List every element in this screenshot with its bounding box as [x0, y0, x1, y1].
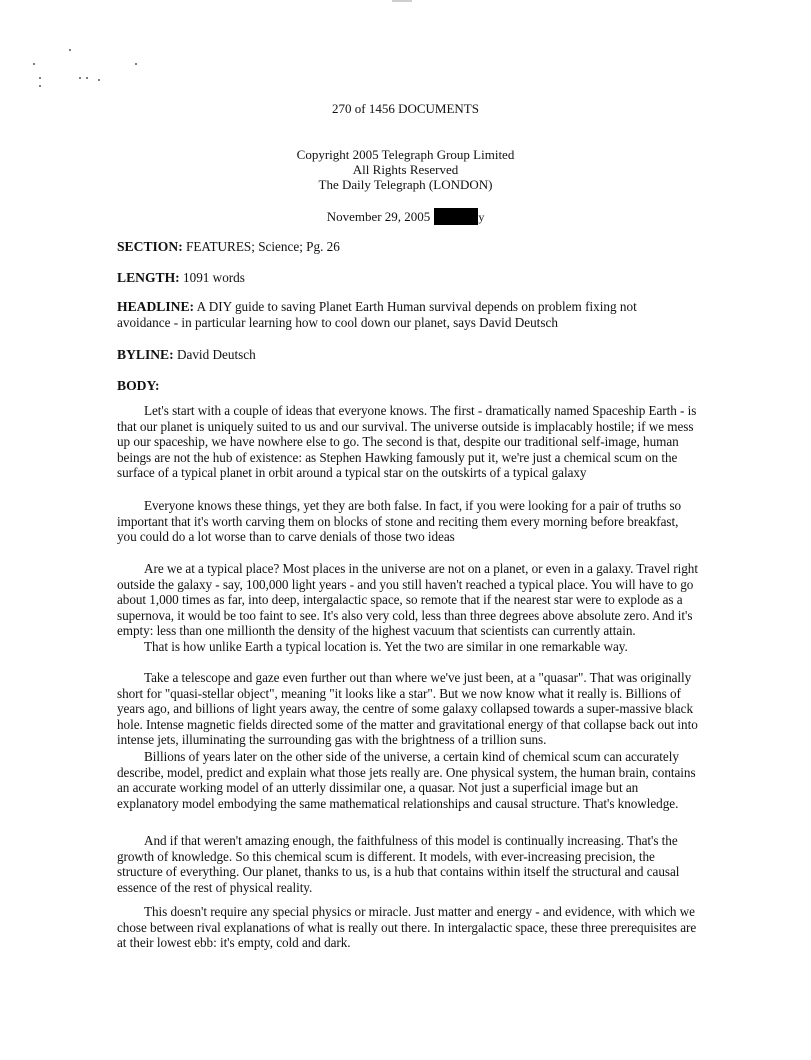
body-paragraph: This doesn't require any special physics or miracle. Just matter and energy - and evidence, with which we chose between rival explanations of what is really out there. In intergalactic space, these three prerequisites are at their lowest ebb: it's empty, cold and dark.: [117, 904, 697, 951]
section-label: SECTION:: [117, 239, 183, 254]
headline-value: A DIY guide to saving Planet Earth Human survival depends on problem fixing not avoidance - in particular learning how to cool down our planet, says David Deutsch: [117, 299, 637, 330]
headline-field: [117, 299, 647, 331]
scan-speck: [98, 79, 100, 81]
scan-speck: [135, 63, 137, 65]
body-label: BODY:: [117, 378, 160, 393]
body-paragraph: Billions of years later on the other side of the universe, a certain kind of chemical scum can accurately describe, model, predict and explain what those jets really are. One physical system, the human brain, contains an accurate working model of an utterly dissimilar one, a quasar. Not just a superficial image but an explanatory model embodying the same mathematical relationships and causal structure. That's knowledge.: [117, 749, 696, 811]
scan-speck: [69, 49, 71, 51]
body-paragraph: Are we at a typical place? Most places in the universe are not on a planet, or even in a galaxy. Travel right outside the galaxy - say, 100,000 light years - and you still haven't reached a typical place. You will have to go about 1,000 times as far, into deep, intergalactic space, so remote that if the nearest star were to explode as a supernova, it would be too faint to see. It's also very cold, less than three degrees above absolute zero. And it's empty: less than one millionth the density of the highest vacuum that scientists can currently attain.: [117, 561, 698, 639]
section-value: FEATURES; Science; Pg. 26: [186, 239, 340, 254]
body-paragraph: Let's start with a couple of ideas that everyone knows. The first - dramatically named Spaceship Earth - is that our planet is uniquely suited to us and our survival. The universe outside is implacably hostile; if we mess up our spaceship, we have nowhere else to go. The second is that, despite our traditional self-image, human beings are not the hub of existence: as Stephen Hawking famously put it, we're just a chemical scum on the surface of a typical planet in orbit around a typical star on the outskirts of a typical galaxy: [117, 403, 697, 481]
body-paragraph: And if that weren't amazing enough, the faithfulness of this model is continually increasing. That's the growth of knowledge. So this chemical scum is different. It models, with ever-increasing precision, the structure of everything. Our planet, thanks to us, is a hub that contains within itself the structural and causal essence of the rest of physical reality.: [117, 833, 680, 895]
length-field: [117, 270, 677, 286]
publication-date-line: [0, 208, 811, 225]
scan-speck: [79, 77, 81, 79]
publication-line: The Daily Telegraph (LONDON): [318, 177, 493, 192]
publication-date: November 29, 2005: [326, 209, 431, 224]
copyright-line: Copyright 2005 Telegraph Group Limited: [296, 147, 515, 162]
length-value: 1091 words: [183, 270, 245, 285]
document-count: 270 of 1456 DOCUMENTS: [332, 101, 479, 116]
redaction-box: [434, 208, 478, 225]
scan-speck: [86, 77, 88, 79]
scan-speck: [33, 63, 35, 65]
scan-speck: [39, 85, 41, 87]
body-paragraph: That is how unlike Earth a typical location is. Yet the two are similar in one remarkable way.: [144, 639, 628, 654]
length-label: LENGTH:: [117, 270, 180, 285]
body-paragraph: Everyone knows these things, yet they are both false. In fact, if you were looking for a pair of truths so important that it's worth carving them on blocks of stone and reciting them every morning before breakfast, you could do a lot worse than to carve denials of those two ideas: [117, 498, 682, 545]
headline-label: HEADLINE:: [117, 299, 195, 314]
byline-field: [117, 347, 677, 363]
byline-label: BYLINE:: [117, 347, 174, 362]
body-paragraph: Take a telescope and gaze even further out than where we've just been, at a "quasar". That was originally short for "quasi-stellar object", meaning "it looks like a star". But we now know what it really is. Billions of years ago, and billions of light years away, the centre of some galaxy collapsed towards a super-massive black hole. Intense magnetic fields directed some of the matter and gravitational energy of that collapse back out into intense jets, illuminating the surrounding gas with the brightness of a trillion suns.: [117, 670, 698, 748]
byline-value: David Deutsch: [176, 347, 256, 362]
scan-mark-top: [392, 0, 412, 2]
scan-speck: [39, 77, 41, 79]
rights-line: All Rights Reserved: [352, 162, 459, 177]
body-field: [117, 378, 677, 394]
redaction-tail: y: [478, 210, 485, 224]
section-field: [117, 239, 677, 255]
